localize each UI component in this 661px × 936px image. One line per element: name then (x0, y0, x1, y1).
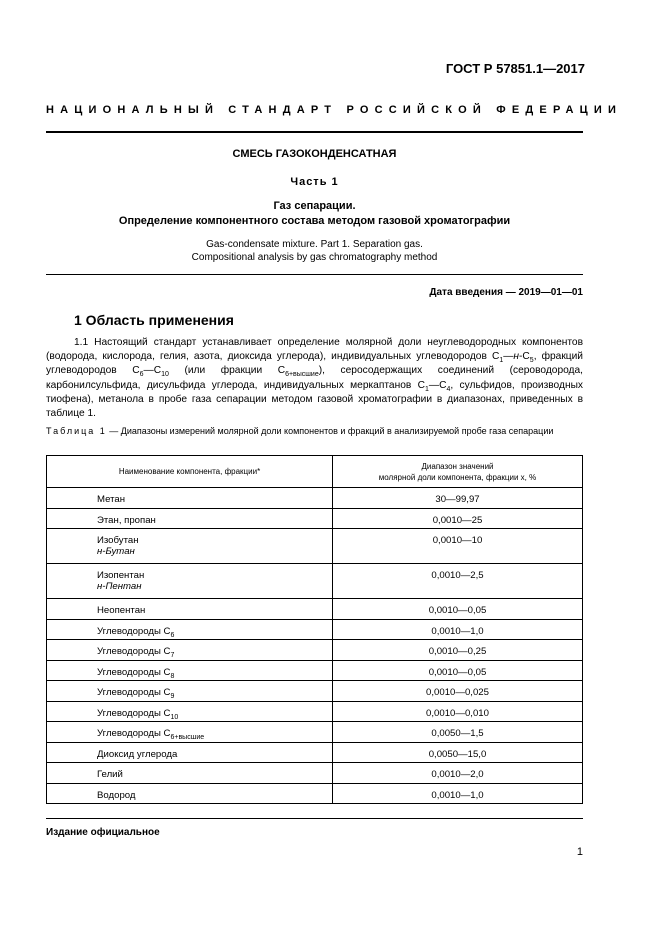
range-value: 0,0010—2,0 (333, 763, 583, 784)
ranges-table (46, 455, 583, 804)
title-english-2: Compositional analysis by gas chromatography method (191, 252, 438, 263)
table-row (47, 508, 583, 529)
document-code: ГОСТ Р 57851.1—2017 (445, 61, 585, 76)
national-standard-banner: НАЦИОНАЛЬНЫЙ СТАНДАРТ РОССИЙСКОЙ ФЕДЕРАЦИИ (46, 104, 623, 116)
component-name: Углеводороды $C_{10}$ (47, 701, 333, 722)
table-row (47, 619, 583, 640)
title-subtitle-2: Определение компонентного состава методом газовой хроматографии (118, 215, 511, 227)
effective-date: Дата введения — 2019—01—01 (429, 287, 583, 298)
range-value: 0,0010—1,0 (333, 783, 583, 804)
component-name: Углеводороды $C_9$ (47, 681, 333, 702)
table-row (47, 681, 583, 702)
range-value: 0,0010—10 (333, 529, 583, 564)
column-header-name: Наименование компонента, фракции* (47, 456, 333, 488)
table-row (47, 564, 583, 599)
table-row (47, 763, 583, 784)
component-name: Углеводороды $C_7$ (47, 640, 333, 661)
component-name: Метан (47, 488, 333, 509)
range-value: 0,0010—0,010 (333, 701, 583, 722)
component-name: Гелий (47, 763, 333, 784)
official-edition: Издание официальное (46, 827, 160, 838)
table-row (47, 783, 583, 804)
title-english-1: Gas-condensate mixture. Part 1. Separation gas. (206, 239, 423, 250)
range-value: 0,0050—15,0 (333, 742, 583, 763)
table-row (47, 742, 583, 763)
component-name: Углеводороды $C_{6+высшие}$ (47, 722, 333, 743)
range-value: 0,0010—25 (333, 508, 583, 529)
component-name: Водород (47, 783, 333, 804)
range-value: 0,0050—1,5 (333, 722, 583, 743)
component-name: Углеводороды $C_8$ (47, 660, 333, 681)
component-name: Изобутан н-Бутан (47, 529, 333, 564)
header-rule (46, 131, 583, 133)
table-caption: Таблица 1 — Диапазоны измерений молярной доли компонентов и фракций в анализируемой пробе газа сепарации (46, 426, 554, 436)
component-name: Углеводороды $C_6$ (47, 619, 333, 640)
table-row (47, 529, 583, 564)
range-value: 0,0010—1,0 (333, 619, 583, 640)
range-value: 0,0010—0,25 (333, 640, 583, 661)
title-subtitle-1: Газ сепарации. (273, 200, 356, 212)
range-value: 0,0010—0,025 (333, 681, 583, 702)
column-header-range: Диапазон значений молярной доли компонента, фракции x, % (333, 456, 583, 488)
title-main: СМЕСЬ ГАЗОКОНДЕНСАТНАЯ (232, 148, 397, 160)
range-value: 0,0010—2,5 (333, 564, 583, 599)
table-row (47, 488, 583, 509)
table-row (47, 701, 583, 722)
table-row (47, 599, 583, 620)
page-number: 1 (576, 846, 583, 858)
title-part: Часть 1 (290, 176, 339, 188)
section-heading: 1 Область применения (74, 312, 234, 328)
component-name: Изопентан н-Пентан (47, 564, 333, 599)
component-name: Неопентан (47, 599, 333, 620)
range-value: 30—99,97 (333, 488, 583, 509)
table-row (47, 660, 583, 681)
component-name: Этан, пропан (47, 508, 333, 529)
title-rule (46, 274, 583, 275)
range-value: 0,0010—0,05 (333, 660, 583, 681)
footer-rule (46, 818, 583, 819)
scope-paragraph: 1.1 Настоящий стандарт устанавливает определение молярной доли неуглеводородных компонентов (водорода, кислорода, гелия, азота, диоксида углерода), индивидуальных углеводородов $C_1—н-C_5$, фракций углеводородов $C_6—C_{10}$ (или фракции $C_{6+высшие}$), серосодержащих соединений (сероводорода, карбонилсульфида, дисульфида углерода, индивидуальных меркаптанов $C_1—C_4$, сульфидов, производных тиофена), метанола в пробе газа сепарации методом газовой хроматографии в диапазонах, приведенных в таблице 1. (46, 337, 583, 420)
range-value: 0,0010—0,05 (333, 599, 583, 620)
table-row (47, 722, 583, 743)
component-name: Диоксид углерода (47, 742, 333, 763)
table-row (47, 640, 583, 661)
